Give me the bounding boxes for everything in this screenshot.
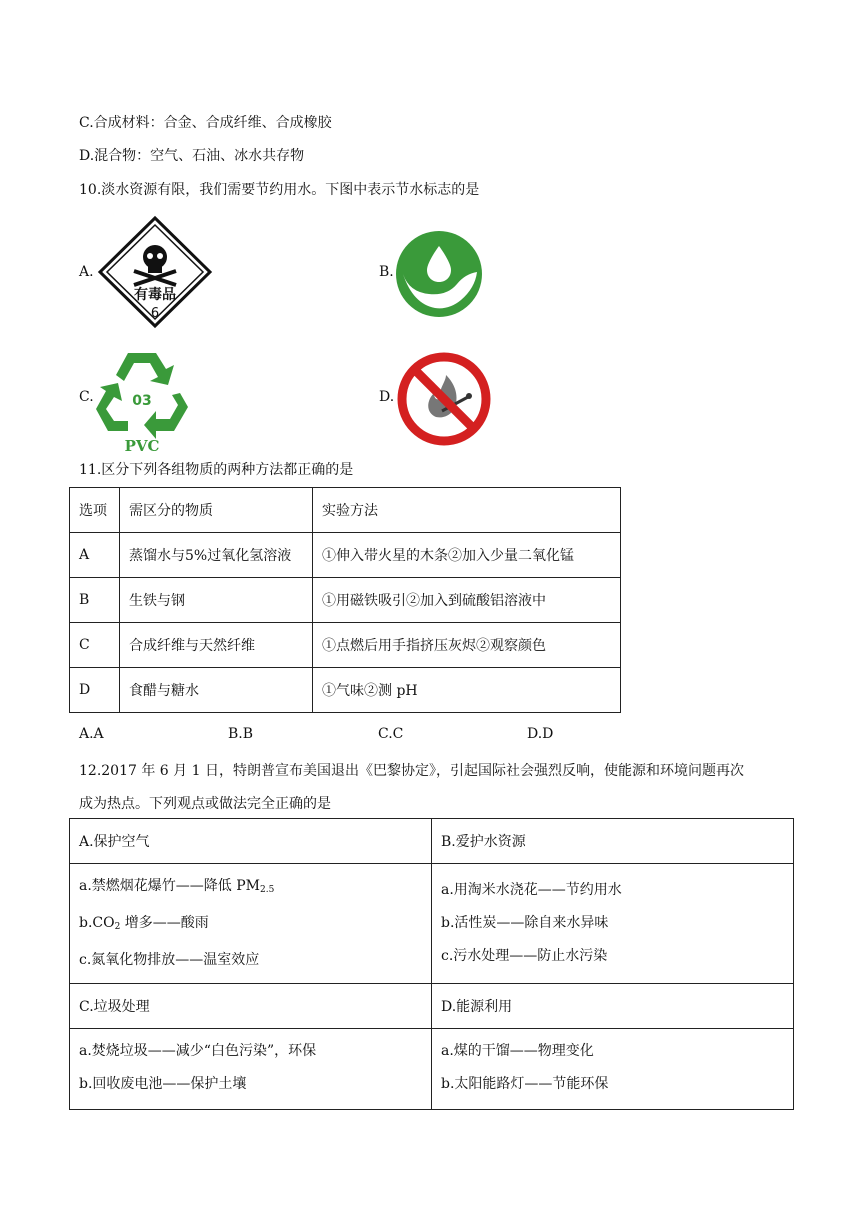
table-row bbox=[70, 984, 794, 1029]
c-line-1: a.焚烧垃圾——减少“白色污染”，环保 bbox=[79, 1043, 317, 1059]
table-cell-title-a: A.保护空气 bbox=[70, 819, 432, 864]
q11-stem: 11.区分下列各组物质的两种方法都正确的是 bbox=[79, 462, 354, 478]
q12-stem-line2: 成为热点。下列观点或做法完全正确的是 bbox=[79, 796, 331, 812]
q10-option-d-label: D. bbox=[379, 389, 395, 405]
d-line-2: b.太阳能路灯——节能环保 bbox=[441, 1076, 609, 1092]
table-cell-title-b: B.爱护水资源 bbox=[432, 819, 794, 864]
table-header-cell: 需区分的物质 bbox=[120, 488, 313, 533]
table-cell-title-c: C.垃圾处理 bbox=[70, 984, 432, 1029]
b-line-1: a.用淘米水浇花——节约用水 bbox=[441, 882, 622, 898]
table-row bbox=[70, 623, 621, 668]
table-cell-title-d: D.能源利用 bbox=[432, 984, 794, 1029]
a-line-2: $b.CO_2$ 增多——酸雨 bbox=[79, 915, 209, 932]
table-cell: C bbox=[70, 623, 120, 668]
recycle-material: PVC bbox=[124, 437, 160, 455]
answer-option-d: D.D bbox=[527, 726, 554, 742]
q10-option-c-label: C. bbox=[79, 389, 94, 405]
table-cell-a-content bbox=[70, 864, 432, 984]
table-cell-d-content bbox=[432, 1029, 794, 1110]
q10-option-b-label: B. bbox=[379, 264, 394, 280]
table-cell-b-content bbox=[432, 864, 794, 984]
q10-option-a-label: A. bbox=[79, 264, 94, 280]
q12-stem-line1: 12.2017 年 6 月 1 日，特朗普宣布美国退出《巴黎协定》，引起国际社会强烈反响，使能源和环境问题再次 bbox=[79, 763, 744, 779]
table-row bbox=[70, 668, 621, 713]
q12-table bbox=[69, 818, 794, 1110]
table-cell: 食醋与糖水 bbox=[120, 668, 313, 713]
d-line-1: a.煤的干馏——物理变化 bbox=[441, 1043, 594, 1059]
water-saving-icon bbox=[395, 230, 483, 322]
b-line-3: c.污水处理——防止水污染 bbox=[441, 948, 608, 964]
q11-table bbox=[69, 487, 621, 713]
table-row bbox=[70, 819, 794, 864]
recycle-pvc-icon bbox=[94, 345, 190, 459]
table-cell-c-content bbox=[70, 1029, 432, 1110]
q9-option-d: D.混合物：空气、石油、冰水共存物 bbox=[79, 148, 305, 164]
table-header-cell: 实验方法 bbox=[313, 488, 621, 533]
c-line-2: b.回收废电池——保护土壤 bbox=[79, 1076, 247, 1092]
answer-option-a: A.A bbox=[79, 726, 104, 742]
table-cell: ①用磁铁吸引②加入到硫酸铝溶液中 bbox=[313, 578, 621, 623]
toxic-sign-icon bbox=[96, 215, 214, 333]
table-row bbox=[70, 533, 621, 578]
q9-option-c: C.合成材料：合金、合成纤维、合成橡胶 bbox=[79, 115, 332, 131]
table-cell: D bbox=[70, 668, 120, 713]
a-line-3: c.氮氧化物排放——温室效应 bbox=[79, 952, 260, 968]
table-cell: ①点燃后用手指挤压灰烬②观察颜色 bbox=[313, 623, 621, 668]
table-cell: 生铁与钢 bbox=[120, 578, 313, 623]
table-cell: ①伸入带火星的木条②加入少量二氧化锰 bbox=[313, 533, 621, 578]
toxic-sign-text: 有毒品 bbox=[134, 287, 176, 303]
no-fire-icon bbox=[396, 351, 492, 451]
answer-option-b: B.B bbox=[228, 726, 254, 742]
answer-option-c: C.C bbox=[378, 726, 404, 742]
table-row bbox=[70, 578, 621, 623]
table-cell: A bbox=[70, 533, 120, 578]
table-header-cell: 选项 bbox=[70, 488, 120, 533]
table-cell: B bbox=[70, 578, 120, 623]
recycle-code: 03 bbox=[132, 393, 152, 409]
b-line-2: b.活性炭——除自来水异味 bbox=[441, 915, 609, 931]
table-cell: 合成纤维与天然纤维 bbox=[120, 623, 313, 668]
table-cell: ①气味②测 pH bbox=[313, 668, 621, 713]
table-cell: 蒸馏水与5%过氧化氢溶液 bbox=[120, 533, 313, 578]
table-row bbox=[70, 1029, 794, 1110]
table-header-row bbox=[70, 488, 621, 533]
a-line-1: a.禁燃烟花爆竹——降低 $PM_{2.5}$ bbox=[79, 878, 275, 895]
q10-stem: 10.淡水资源有限，我们需要节约用水。下图中表示节水标志的是 bbox=[79, 182, 480, 198]
toxic-sign-number: 6 bbox=[150, 306, 160, 321]
table-row bbox=[70, 864, 794, 984]
